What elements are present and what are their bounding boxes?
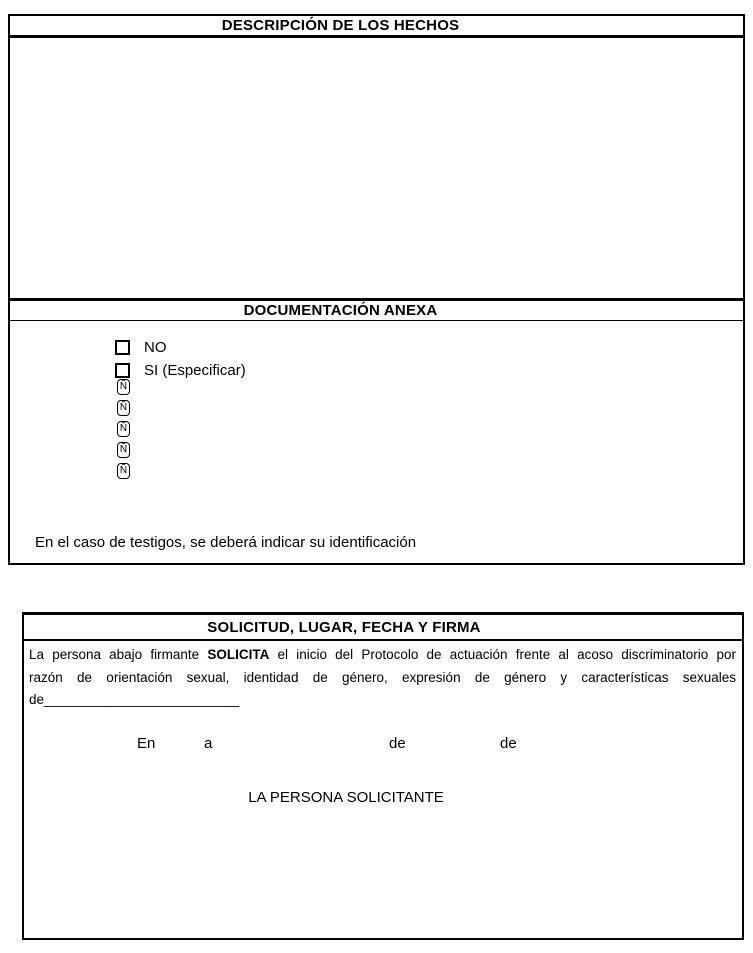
date-word-de-1: de	[389, 735, 406, 752]
table-solicitud	[22, 612, 744, 940]
checkbox-no-label: NO	[144, 339, 167, 356]
bullet-glyph-box: Ñ	[117, 421, 130, 437]
fill-in-blank-line: __________________________	[44, 692, 240, 707]
checkbox-si-label: SI (Especificar)	[144, 362, 246, 379]
witness-note: En el caso de testigos, se deberá indicar su identificación	[35, 534, 417, 551]
bullet-glyph-box: Ñ	[117, 463, 130, 479]
paragraph-line-1	[29, 644, 736, 667]
section-title-anexa-label: DOCUMENTACIÓN ANEXA	[243, 302, 438, 319]
solicita-bold-word: SOLICITA	[207, 647, 270, 662]
solicitud-body	[24, 641, 742, 938]
paragraph-text: el inicio del Protocolo de actuación frente al acoso discriminatorio por	[277, 647, 736, 662]
paragraph-line-2: razón de orientación sexual, identidad de género, expresión de género y características sexuales	[29, 669, 736, 685]
option-row-no	[115, 340, 167, 355]
date-word-en: En	[137, 735, 156, 752]
section-title-hechos	[10, 16, 743, 38]
date-word-de-2: de	[500, 735, 517, 752]
date-word-a: a	[204, 735, 213, 752]
section-title-solicitud-label: SOLICITUD, LUGAR, FECHA Y FIRMA	[207, 618, 481, 636]
bullet-glyph-box: Ñ	[117, 379, 130, 395]
anexa-body	[10, 321, 743, 563]
checkbox-no[interactable]	[115, 340, 130, 355]
hechos-description-area[interactable]	[10, 38, 743, 301]
solicitud-paragraph	[29, 644, 736, 712]
bullet-glyph-box: Ñ	[117, 400, 130, 416]
paragraph-text: La persona abajo firmante	[29, 647, 200, 662]
checkbox-si[interactable]	[115, 363, 130, 378]
option-row-si	[115, 363, 246, 378]
paragraph-line-3	[29, 689, 736, 712]
section-title-hechos-label: DESCRIPCIÓN DE LOS HECHOS	[221, 17, 460, 34]
signature-label: LA PERSONA SOLICITANTE	[248, 789, 444, 806]
section-title-anexa	[10, 301, 743, 321]
table-hechos-anexa	[8, 14, 745, 565]
section-title-solicitud	[24, 615, 742, 641]
paragraph-text: de	[29, 692, 45, 707]
bullet-glyph-box: Ñ	[117, 442, 130, 458]
